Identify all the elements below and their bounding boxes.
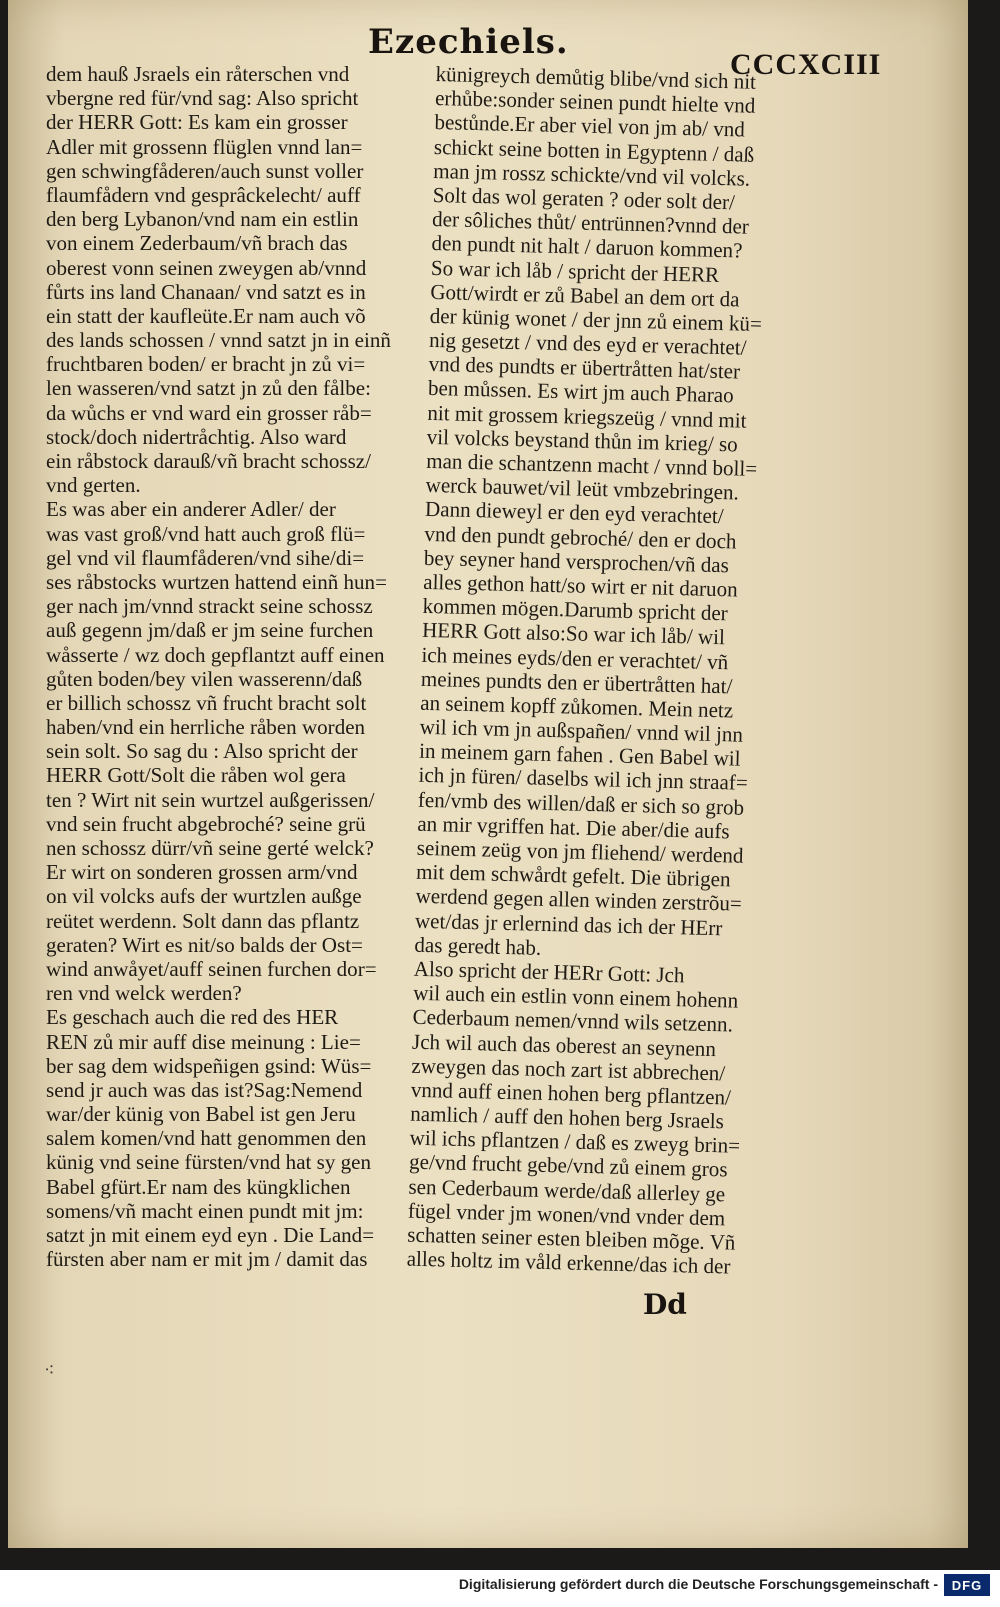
text-line: gen schwingfåderen/auch sunst voller bbox=[46, 158, 364, 183]
text-line: salem komen/vnd hatt genommen den bbox=[46, 1126, 367, 1151]
text-line: fruchtbaren boden/ er bracht jn zů vi= bbox=[46, 352, 366, 377]
text-line: ren vnd welck werden? bbox=[46, 981, 242, 1006]
text-line: wet/das jr erlernind das ich der HErr bbox=[414, 908, 723, 940]
text-line: on vil volcks aufs der wurtzlen außge bbox=[46, 884, 362, 909]
text-line: kommen mögen.Darumb spricht der bbox=[422, 593, 729, 626]
folio-number: CCCXCIII bbox=[730, 48, 882, 81]
text-line: ge/vnd frucht gebe/vnd zů einem gros bbox=[408, 1150, 728, 1182]
text-line: fürsten aber nam er mit jm / damit das bbox=[46, 1247, 368, 1272]
text-line: wåsserte / wz doch gepflantzt auff einen bbox=[46, 642, 385, 667]
text-line: HERR Gott also:So war ich låb/ wil bbox=[421, 618, 726, 650]
text-line: haben/vnd ein herrliche råben worden bbox=[46, 715, 366, 740]
text-line: meines pundts den er übertråtten hat/ bbox=[420, 666, 733, 699]
text-line: schickt seine botten in Egyptenn / daß bbox=[433, 134, 755, 167]
text-line: ses råbstocks wurtzen hattend einñ hun= bbox=[46, 569, 387, 594]
text-line: Adler mit grossenn flüglen vnnd lan= bbox=[46, 134, 363, 159]
text-line: vil volcks beystand thůn im krieg/ so bbox=[426, 424, 739, 457]
text-line: wil ichs pflantzen / daß es zweyg brin= bbox=[409, 1125, 741, 1158]
text-line: Es geschach auch die red des HER bbox=[46, 1005, 339, 1030]
text-line: vnd des pundts er übertråtten hat/ster bbox=[428, 352, 741, 384]
text-line: ich jn füren/ daselbs wil ich jnn straaf= bbox=[418, 763, 749, 796]
text-line: künigreych demůtig blibe/vnd sich nit bbox=[435, 62, 757, 94]
text-line: Solt das wol geraten ? oder solt der/ bbox=[432, 182, 736, 215]
text-line: vnd gerten. bbox=[46, 473, 141, 498]
text-line: flaumfådern vnd gesprâckelecht/ auff bbox=[46, 182, 361, 207]
text-line: ten ? Wirt nit sein wurtzel außgerissen/ bbox=[46, 787, 375, 812]
text-line: zweygen das noch zart ist abbrechen/ bbox=[411, 1053, 726, 1086]
text-line: an seinem kopff zůkomen. Mein netz bbox=[420, 690, 734, 723]
text-line: mit dem schwårdt gefelt. Die übrigen bbox=[415, 859, 731, 892]
text-line: er billich schossz vñ frucht bracht solt bbox=[46, 690, 367, 715]
funding-credit: Digitalisierung gefördert durch die Deutsche Forschungsgemeinschaft - bbox=[458, 1576, 938, 1592]
text-line: werdend gegen allen winden zerstrõu= bbox=[415, 884, 743, 917]
text-line: ich meines eyds/den er verachtet/ vñ bbox=[421, 642, 729, 674]
text-line: stock/doch nidertråchtig. Also ward bbox=[46, 424, 347, 449]
text-line: in meinem garn fahen . Gen Babel wil bbox=[418, 739, 741, 771]
text-line: ben můssen. Es wirt jm auch Pharao bbox=[427, 376, 734, 408]
text-line: Es was aber ein anderer Adler/ der bbox=[46, 497, 336, 522]
text-line: der HERR Gott: Es kam ein grosser bbox=[46, 110, 348, 135]
text-line: fügel vnder jm wonen/vnd vnder dem bbox=[407, 1198, 726, 1231]
dfg-logo: DFG bbox=[944, 1574, 990, 1596]
text-line: Jch wil auch das oberest an seynenn bbox=[411, 1029, 717, 1061]
text-line: send jr auch was das ist?Sag:Nemend bbox=[46, 1077, 363, 1102]
text-line: HERR Gott/Solt die råben wol gera bbox=[46, 763, 346, 788]
text-line: alles gethon hatt/so wirt er nit daruon bbox=[423, 569, 738, 602]
text-line: nig gesetzt / vnd des eyd er verachtet/ bbox=[428, 327, 747, 360]
text-line: sen Cederbaum werde/daß allerley ge bbox=[408, 1174, 726, 1207]
text-line: Er wirt on sonderen grossen arm/vnd bbox=[46, 860, 358, 885]
text-line: künig vnd seine fürsten/vnd hat sy gen bbox=[46, 1150, 372, 1175]
text-line: wind anwåyet/auff seinen furchen dor= bbox=[46, 956, 377, 981]
text-line: nit mit grossem kriegszeüg / vnnd mit bbox=[427, 400, 747, 433]
text-line: da wůchs er vnd ward ein grosser råb= bbox=[46, 400, 372, 425]
text-line: gůten boden/bey vilen wasserenn/daß bbox=[46, 666, 363, 691]
text-line: seinem zeüg von jm fliehend/ werdend bbox=[416, 835, 744, 868]
text-line: So war ich låb / spricht der HERR bbox=[430, 255, 720, 287]
text-line: erhůbe:sonder seinen pundt hielte vnd bbox=[434, 86, 756, 118]
text-line: man die schantzenn macht / vnnd boll= bbox=[425, 448, 758, 481]
text-line: oberest vonn seinen zweygen ab/vnnd bbox=[46, 255, 367, 280]
text-line: fen/vmb des willen/daß er sich so grob bbox=[417, 787, 745, 820]
text-line: alles holtz im våld erkenne/das ich der bbox=[406, 1246, 731, 1279]
text-line: wil ich vm jn außspañen/ vnnd wil jnn bbox=[419, 714, 744, 747]
text-line: Dann dieweyl er den eyd verachtet/ bbox=[424, 497, 724, 529]
text-line: REN zů mir auff dise meinung : Lie= bbox=[46, 1029, 361, 1054]
text-line: den berg Lybanon/vnd nam ein estlin bbox=[46, 207, 359, 232]
text-line: wil auch ein estlin vonn einem hohenn bbox=[412, 980, 739, 1013]
text-line: Gott/wirdt er zů Babel an dem ort da bbox=[430, 279, 740, 312]
text-line: ein statt der kaufleüte.Er nam auch võ bbox=[46, 303, 366, 328]
text-line: fůrts ins land Chanaan/ vnd satzt es in bbox=[46, 279, 366, 304]
text-line: namlich / auff den hohen berg Jsraels bbox=[410, 1101, 725, 1134]
text-line: Also spricht der HERr Gott: Jch bbox=[413, 956, 685, 988]
text-line: der sôliches thůt/ entrünnen?vnnd der bbox=[431, 207, 750, 239]
text-line: ein råbstock darauß/vñ bracht schossz/ bbox=[46, 449, 371, 473]
text-line: vnd sein frucht abgebroché? seine grü bbox=[46, 811, 366, 836]
running-title: Ezechiels. bbox=[368, 22, 569, 62]
right-text-column bbox=[406, 62, 815, 1280]
text-line: dem hauß Jsraels ein råterschen vnd bbox=[46, 62, 350, 86]
text-line: bestůnde.Er aber viel von jm ab/ vnd bbox=[434, 110, 746, 142]
text-line: Cederbaum nemen/vnnd wils setzenn. bbox=[412, 1005, 734, 1037]
text-line: man jm rossz schickte/vnd vil volcks. bbox=[433, 158, 751, 191]
text-line: den pundt nit halt / daruon kommen? bbox=[431, 231, 743, 263]
text-line: was vast groß/vnd hatt auch groß flü= bbox=[46, 521, 366, 546]
text-line: vnnd auff einen hohen berg pflantzen/ bbox=[410, 1077, 732, 1110]
text-line: schatten seiner esten bleiben mõge. Vñ bbox=[407, 1222, 736, 1255]
signature-mark: Dd bbox=[643, 1288, 687, 1321]
text-line: von einem Zederbaum/vñ brach das bbox=[46, 231, 348, 256]
text-line: werck bauwet/vil leüt vmbzebringen. bbox=[425, 473, 740, 505]
text-line: an mir vgriffen hat. Die aber/die aufs bbox=[417, 811, 730, 844]
text-line: war/der künig von Babel ist gen Jeru bbox=[46, 1102, 356, 1127]
text-line: sein solt. So sag du : Also spricht der bbox=[46, 739, 358, 764]
text-line: gel vnd vil flaumfåderen/vnd sihe/di= bbox=[46, 545, 365, 570]
text-line: auß gegenn jm/daß er jm seine furchen bbox=[46, 618, 374, 643]
text-line: reütet werdenn. Solt dann das pflantz bbox=[46, 908, 360, 933]
text-line: nen schossz dürr/vñ seine gerté welck? bbox=[46, 836, 374, 860]
text-line: bey seyner hand versprochen/vñ das bbox=[423, 545, 730, 578]
text-line: des lands schossen / vnnd satzt jn in einñ bbox=[46, 328, 391, 353]
text-line: ber sag dem widspeñigen gsind: Wüs= bbox=[46, 1053, 372, 1078]
text-line: geraten? Wirt es nit/so balds der Ost= bbox=[46, 932, 363, 957]
ink-smudge: ⁖ bbox=[44, 1360, 55, 1381]
text-line: der künig wonet / der jnn zů einem kü= bbox=[429, 303, 763, 336]
text-line: vbergne red für/vnd sag: Also spricht bbox=[46, 86, 359, 111]
text-line: satzt jn mit einem eyd eyn . Die Land= bbox=[46, 1223, 375, 1247]
left-text-column bbox=[46, 62, 426, 1271]
book-page bbox=[8, 0, 968, 1548]
text-line: das geredt hab. bbox=[414, 932, 542, 960]
text-line: somens/vñ macht einen pundt mit jm: bbox=[46, 1198, 364, 1223]
text-line: len wasseren/vnd satzt jn zů den fålbe: bbox=[46, 376, 371, 401]
text-line: Babel gfürt.Er nam des küngklichen bbox=[46, 1174, 351, 1199]
text-line: vnd den pundt gebroché/ den er doch bbox=[424, 521, 737, 554]
text-line: ger nach jm/vnnd strackt seine schossz bbox=[46, 594, 373, 619]
